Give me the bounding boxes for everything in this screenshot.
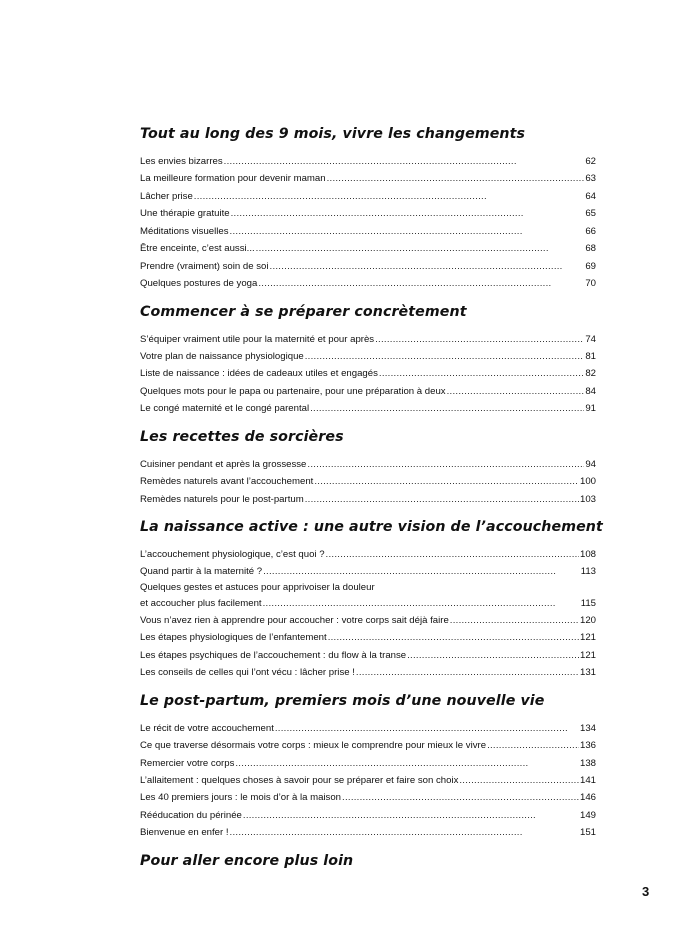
- entry-page: 136: [579, 740, 596, 752]
- toc-section: [140, 302, 596, 418]
- dot-leader: [256, 240, 585, 257]
- dot-leader: [375, 331, 584, 348]
- entry-page: 65: [585, 208, 596, 220]
- entry-page: 151: [579, 827, 596, 839]
- entry-label: Les étapes physiologiques de l’enfantement: [140, 632, 327, 644]
- dot-leader: [310, 400, 584, 417]
- entry-label: Les envies bizarres: [140, 156, 223, 167]
- toc-entry[interactable]: [140, 170, 596, 187]
- dot-leader: [275, 720, 579, 737]
- entry-label: Cuisiner pendant et après la grossesse: [140, 458, 307, 470]
- entry-page: 100: [579, 476, 596, 488]
- toc-entry[interactable]: [140, 223, 596, 240]
- dot-leader: [328, 629, 579, 646]
- section-title: Commencer à se préparer concrètement: [140, 303, 467, 320]
- entry-page: 141: [579, 774, 596, 786]
- toc-entry[interactable]: [140, 205, 596, 222]
- toc-section: [140, 124, 596, 293]
- dot-leader: [305, 491, 579, 508]
- entry-label: Le congé maternité et le congé parental: [140, 403, 310, 415]
- entry-page: 146: [579, 792, 596, 804]
- entry-page: 115: [580, 597, 596, 609]
- dot-leader: [270, 258, 585, 275]
- entry-label: La meilleure formation pour devenir maman: [140, 173, 326, 185]
- entry-label: Votre plan de naissance physiologique: [140, 350, 304, 362]
- toc-section: [140, 691, 596, 842]
- entry-label: Quelques gestes et astuces pour apprivoiser la douleur: [140, 581, 375, 593]
- entry-label: Le récit de votre accouchement: [140, 722, 274, 734]
- toc-entry[interactable]: [140, 491, 596, 508]
- dot-leader: [194, 188, 585, 205]
- section-entries: [140, 153, 596, 293]
- entry-label: Quelques mots pour le papa ou partenaire, pour une préparation à deux: [140, 385, 446, 397]
- dot-leader: [230, 223, 585, 240]
- toc-entry[interactable]: [140, 629, 596, 646]
- dot-leader: [447, 383, 585, 400]
- section-title: Les recettes de sorcières: [140, 428, 344, 445]
- entry-label: Remercier votre corps: [140, 757, 235, 769]
- entry-page: 68: [585, 243, 596, 255]
- toc-entry[interactable]: [140, 807, 596, 824]
- toc-entry[interactable]: [140, 737, 596, 754]
- dot-leader: [326, 546, 579, 563]
- entry-page: 113: [580, 566, 596, 578]
- entry-page: 131: [579, 667, 596, 679]
- section-entries: [140, 456, 596, 508]
- entry-label: Les conseils de celles qui l’ont vécu : lâcher prise !: [140, 667, 355, 679]
- toc-entry[interactable]: [140, 365, 596, 382]
- entry-page: 82: [585, 368, 596, 380]
- entry-page: 62: [585, 156, 596, 167]
- entry-page: 81: [585, 350, 596, 362]
- toc-entry[interactable]: [140, 456, 596, 473]
- entry-label: Les 40 premiers jours : le mois d’or à la maison: [140, 792, 342, 804]
- toc-entry[interactable]: [140, 240, 596, 257]
- toc-section: [140, 427, 596, 508]
- entry-label: Lâcher prise: [140, 190, 193, 202]
- section-entries: [140, 546, 596, 682]
- entry-page: 63: [585, 173, 596, 185]
- entry-label: Rééducation du périnée: [140, 809, 242, 821]
- toc-entry[interactable]: [140, 789, 596, 806]
- dot-leader: [450, 612, 579, 629]
- toc-entry[interactable]: [140, 275, 596, 292]
- section-title: La naissance active : une autre vision de l’accouchement: [140, 519, 603, 535]
- entry-page: 70: [585, 278, 596, 290]
- entry-label: Liste de naissance : idées de cadeaux utiles et engagés: [140, 368, 378, 380]
- dot-leader: [263, 595, 580, 612]
- toc-entry[interactable]: [140, 188, 596, 205]
- entry-label: Les étapes psychiques de l’accouchement : du flow à la transe: [140, 649, 407, 661]
- entry-page: 149: [579, 809, 596, 821]
- entry-label: Quelques postures de yoga: [140, 278, 258, 290]
- toc-entry[interactable]: [140, 720, 596, 737]
- entry-page: 108: [579, 549, 596, 560]
- toc-entry[interactable]: [140, 546, 596, 563]
- toc-entry[interactable]: [140, 581, 596, 612]
- entry-page: 103: [579, 493, 596, 505]
- entry-label-line2: et accoucher plus facilement: [140, 597, 262, 609]
- entry-label: Ce que traverse désormais votre corps : mieux le comprendre pour mieux le vivre: [140, 740, 487, 752]
- entry-label: S’équiper vraiment utile pour la maternité et pour après: [140, 333, 375, 345]
- dot-leader: [258, 275, 584, 292]
- entry-label: Être enceinte, c’est aussi...: [140, 243, 255, 255]
- entry-page: 84: [585, 385, 596, 397]
- toc-entry[interactable]: [140, 563, 596, 580]
- dot-leader: [379, 365, 584, 382]
- entry-page: 134: [579, 722, 596, 734]
- dot-leader: [263, 563, 580, 580]
- dot-leader: [231, 205, 585, 222]
- toc-entry[interactable]: [140, 755, 596, 772]
- toc-entry[interactable]: [140, 348, 596, 365]
- toc-section: [140, 851, 596, 871]
- entry-label: Vous n’avez rien à apprendre pour accoucher : votre corps sait déjà faire: [140, 614, 449, 626]
- dot-leader: [224, 153, 585, 170]
- entry-page: 69: [585, 260, 596, 272]
- dot-leader: [459, 772, 579, 789]
- toc-entry[interactable]: [140, 772, 596, 789]
- dot-leader: [305, 348, 585, 365]
- dot-leader: [243, 807, 579, 824]
- dot-leader: [407, 647, 579, 664]
- entry-label: Quand partir à la maternité ?: [140, 566, 263, 578]
- section-entries: [140, 331, 596, 418]
- entry-page: 74: [585, 333, 596, 345]
- entry-page: 121: [579, 649, 596, 661]
- toc-entry[interactable]: [140, 383, 596, 400]
- entry-page: 64: [585, 190, 596, 202]
- entry-label: Remèdes naturels avant l’accouchement: [140, 476, 314, 488]
- page-number: 3: [642, 884, 650, 899]
- section-title: Le post-partum, premiers mois d’une nouvelle vie: [140, 692, 545, 709]
- dot-leader: [307, 456, 584, 473]
- toc-entry[interactable]: [140, 612, 596, 629]
- entry-page: 121: [579, 632, 596, 644]
- dot-leader: [356, 664, 579, 681]
- dot-leader: [327, 170, 585, 187]
- toc-entry[interactable]: [140, 331, 596, 348]
- entry-label: Bienvenue en enfer !: [140, 827, 229, 839]
- toc-entry[interactable]: [140, 647, 596, 664]
- entry-page: 138: [579, 757, 596, 769]
- section-title: Pour aller encore plus loin: [140, 852, 354, 869]
- dot-leader: [487, 737, 579, 754]
- dot-leader: [314, 473, 579, 490]
- section-entries: [140, 720, 596, 842]
- entry-page: 120: [579, 614, 596, 626]
- toc-entry[interactable]: [140, 664, 596, 681]
- toc-entry[interactable]: [140, 473, 596, 490]
- entry-page: 66: [585, 225, 596, 237]
- entry-page: 94: [585, 458, 596, 470]
- table-of-contents: [140, 124, 603, 880]
- toc-section: [140, 517, 603, 682]
- entry-continuation: [140, 595, 596, 612]
- entry-label: Une thérapie gratuite: [140, 208, 230, 220]
- toc-entry[interactable]: [140, 258, 596, 275]
- entry-page: 91: [585, 403, 596, 415]
- section-title: Tout au long des 9 mois, vivre les changements: [140, 126, 526, 142]
- entry-label: Remèdes naturels pour le post-partum: [140, 493, 304, 505]
- toc-entry[interactable]: [140, 400, 596, 417]
- dot-leader: [230, 824, 579, 841]
- toc-entry[interactable]: [140, 153, 596, 170]
- dot-leader: [235, 755, 579, 772]
- entry-label: L’allaitement : quelques choses à savoir pour se préparer et faire son choix: [140, 774, 459, 786]
- toc-entry[interactable]: [140, 824, 596, 841]
- dot-leader: [342, 789, 579, 806]
- entry-label: Méditations visuelles: [140, 225, 229, 237]
- entry-label: Prendre (vraiment) soin de soi: [140, 260, 269, 272]
- entry-label: L’accouchement physiologique, c’est quoi ?: [140, 549, 325, 560]
